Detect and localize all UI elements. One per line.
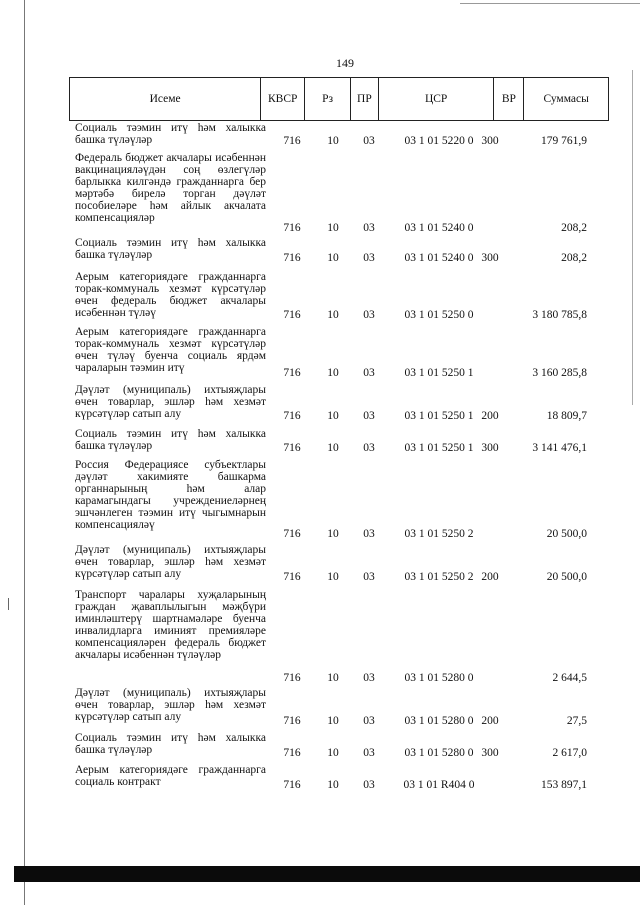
row-csr: 03 1 01 5240 0 <box>404 252 474 264</box>
table-row <box>69 385 609 422</box>
row-sum: 3 160 285,8 <box>532 367 587 379</box>
table-row <box>69 153 609 234</box>
row-csr: 03 1 01 5280 0 <box>404 715 474 727</box>
row-name: Социаль тәэмин итү һәм халыкка башка түләүләр <box>75 428 266 452</box>
header-csr: ЦСР <box>379 78 495 120</box>
row-name: Дәүләт (муниципаль) ихтыяҗлары өчен товарлар, эшләр һәм хезмәт күрсәтүләр сатып алу <box>75 384 266 420</box>
row-rz: 10 <box>327 779 339 791</box>
row-sum: 3 141 476,1 <box>532 442 587 454</box>
row-csr: 03 1 01 5250 1 <box>404 442 474 454</box>
row-kvsr: 716 <box>283 747 301 759</box>
row-rz: 10 <box>327 222 339 234</box>
row-name: Аерым категориядәге гражданнарга торак-коммуналь хезмәт күрсәтүләр өчен федераль бюджет акчалары исәбеннән түләү <box>75 271 266 319</box>
row-rz: 10 <box>327 672 339 684</box>
scan-top-rule <box>460 3 640 4</box>
row-rz: 10 <box>327 135 339 147</box>
table-row <box>69 272 609 321</box>
row-csr: 03 1 01 5240 0 <box>404 222 474 234</box>
row-pr: 03 <box>363 222 375 234</box>
row-csr: 03 1 01 5250 2 <box>404 528 474 540</box>
row-sum: 20 500,0 <box>546 571 587 583</box>
scan-left-tick <box>8 598 9 610</box>
row-kvsr: 716 <box>283 410 301 422</box>
table-row <box>69 238 609 264</box>
row-sum: 208,2 <box>561 222 587 234</box>
row-name: Транспорт чаралары хуҗаларының граждан җаваплылыгын мәҗбүри иминләштерү шартнамәләре буенча инвалидларга иминият премияләре компенсацияләрен федераль бюджет акчалары исәбеннән түләүләр <box>75 589 266 661</box>
scan-right-rule <box>632 70 633 405</box>
row-pr: 03 <box>363 779 375 791</box>
row-kvsr: 716 <box>283 442 301 454</box>
row-csr: 03 1 01 5220 0 <box>404 135 474 147</box>
table-row <box>69 460 609 540</box>
row-name: Аерым категориядәге гражданнарга торак-коммуналь хезмәт күрсәтүләр өчен түләү буенча социаль ярдәм чараларын тәэмин итү <box>75 326 266 374</box>
row-rz: 10 <box>327 252 339 264</box>
table-row <box>69 765 609 791</box>
row-csr: 03 1 01 R404 0 <box>403 779 475 791</box>
row-rz: 10 <box>327 747 339 759</box>
row-name: Федераль бюджет акчалары исәбеннән вакцинацияләүдән соң өзлегүләр барлыкка килгәндә гражданнарга бер мәртәбә бирелә торган дәүләт пособиеләре һәм айлык акчалата компенсацияләр <box>75 152 266 224</box>
header-rz: Рз <box>305 78 351 120</box>
row-kvsr: 716 <box>283 367 301 379</box>
row-kvsr: 716 <box>283 571 301 583</box>
row-name: Социаль тәэмин итү һәм халыкка башка түләүләр <box>75 237 266 261</box>
row-name: Дәүләт (муниципаль) ихтыяҗлары өчен товарлар, эшләр һәм хезмәт күрсәтүләр сатып алу <box>75 687 266 723</box>
header-vr: ВР <box>494 78 524 120</box>
table-header <box>69 77 609 121</box>
row-pr: 03 <box>363 528 375 540</box>
table-row <box>69 733 609 759</box>
table-row <box>69 123 609 147</box>
row-pr: 03 <box>363 410 375 422</box>
row-name: Социаль тәэмин итү һәм халыкка башка түләүләр <box>75 122 266 146</box>
row-rz: 10 <box>327 442 339 454</box>
row-pr: 03 <box>363 367 375 379</box>
scan-bottom-bar <box>14 866 640 882</box>
row-csr: 03 1 01 5250 2 <box>404 571 474 583</box>
row-pr: 03 <box>363 571 375 583</box>
row-csr: 03 1 01 5250 1 <box>404 410 474 422</box>
row-kvsr: 716 <box>283 309 301 321</box>
row-vr: 200 <box>481 715 499 727</box>
row-vr: 200 <box>481 410 499 422</box>
scan-left-rule <box>24 0 25 905</box>
row-sum: 18 809,7 <box>546 410 587 422</box>
row-rz: 10 <box>327 715 339 727</box>
table-row <box>69 545 609 583</box>
row-name: Дәүләт (муниципаль) ихтыяҗлары өчен товарлар, эшләр һәм хезмәт күрсәтүләр сатып алу <box>75 544 266 580</box>
row-vr: 300 <box>481 135 499 147</box>
row-sum: 27,5 <box>566 715 587 727</box>
row-sum: 2 617,0 <box>552 747 587 759</box>
row-pr: 03 <box>363 715 375 727</box>
row-vr: 300 <box>481 252 499 264</box>
row-rz: 10 <box>327 309 339 321</box>
row-name: Россия Федерациясе субъектлары дәүләт хакимияте башкарма органнарының һәм алар карамагындагы учреждениеләрнең эшчәнлеген тәэмин итү чыгымнарын компенсацияләү <box>75 459 266 531</box>
row-pr: 03 <box>363 442 375 454</box>
header-pr: ПР <box>351 78 379 120</box>
header-sum: Суммасы <box>543 93 589 105</box>
row-kvsr: 716 <box>283 528 301 540</box>
row-kvsr: 716 <box>283 222 301 234</box>
row-pr: 03 <box>363 672 375 684</box>
row-csr: 03 1 01 5280 0 <box>404 672 474 684</box>
table-row <box>69 590 609 684</box>
row-rz: 10 <box>327 528 339 540</box>
row-sum: 20 500,0 <box>546 528 587 540</box>
row-kvsr: 716 <box>283 672 301 684</box>
row-sum: 2 644,5 <box>552 672 587 684</box>
row-name: Социаль тәэмин итү һәм халыкка башка түләүләр <box>75 732 266 756</box>
row-vr: 200 <box>481 571 499 583</box>
row-csr: 03 1 01 5280 0 <box>404 747 474 759</box>
table-row <box>69 429 609 454</box>
row-rz: 10 <box>327 367 339 379</box>
row-pr: 03 <box>363 309 375 321</box>
row-pr: 03 <box>363 135 375 147</box>
row-rz: 10 <box>327 410 339 422</box>
row-csr: 03 1 01 5250 1 <box>404 367 474 379</box>
page-number: 149 <box>336 56 354 70</box>
row-vr: 300 <box>481 747 499 759</box>
row-kvsr: 716 <box>283 252 301 264</box>
row-csr: 03 1 01 5250 0 <box>404 309 474 321</box>
row-kvsr: 716 <box>283 715 301 727</box>
row-pr: 03 <box>363 252 375 264</box>
row-sum: 179 761,9 <box>541 135 587 147</box>
header-name: Исеме <box>70 78 261 120</box>
row-kvsr: 716 <box>283 135 301 147</box>
row-sum: 153 897,1 <box>541 779 587 791</box>
row-pr: 03 <box>363 747 375 759</box>
row-vr: 300 <box>481 442 499 454</box>
row-sum: 208,2 <box>561 252 587 264</box>
table-row <box>69 327 609 379</box>
table-row <box>69 688 609 727</box>
row-rz: 10 <box>327 571 339 583</box>
row-sum: 3 180 785,8 <box>532 309 587 321</box>
row-name: Аерым категориядәге гражданнарга социаль контракт <box>75 764 266 788</box>
row-kvsr: 716 <box>283 779 301 791</box>
header-kvsr: КВСР <box>261 78 305 120</box>
